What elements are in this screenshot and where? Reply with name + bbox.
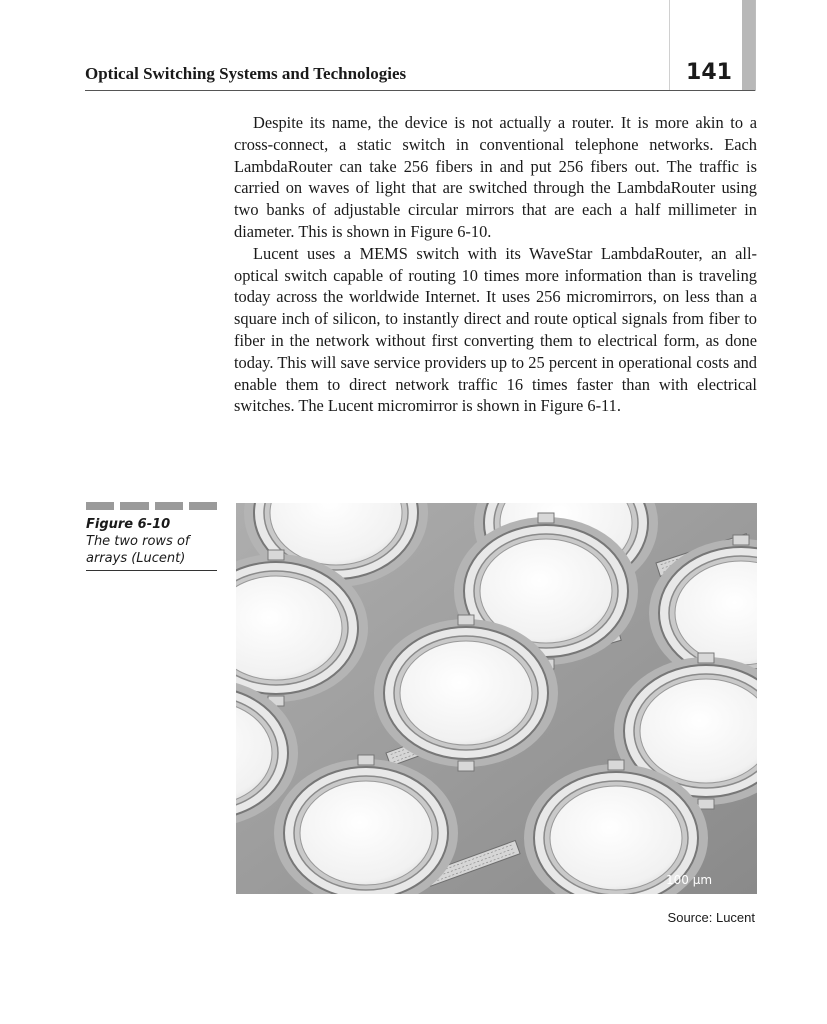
caption-dash-bar	[86, 502, 217, 510]
page-number: 141	[686, 60, 732, 85]
figure-caption	[86, 502, 217, 571]
figure-label: Figure 6-10	[86, 517, 171, 532]
paragraph-1: Despite its name, the device is not actually a router. It is more akin to a cross-connect, a static switch in conventional telephone networks. Each LambdaRouter can take 256 fibers in and put 256 fibers out. The traffic is carried on waves of light that are switched through the LambdaRouter using two banks of adjustable circular mirrors that are each a half millimeter in diameter. This is shown in Figure 6-10.	[234, 113, 757, 241]
tab-edge	[669, 0, 670, 91]
running-head: Optical Switching Systems and Technologies	[85, 64, 407, 83]
body-text	[234, 112, 757, 417]
micromirror-array-image	[236, 503, 757, 894]
source-credit: Source: Lucent	[667, 910, 755, 925]
header-rule	[85, 90, 755, 91]
figure-caption-text: The two rows of arrays (Lucent)	[86, 533, 217, 571]
scale-bar-label: 100 µm	[666, 873, 713, 887]
paragraph-2: Lucent uses a MEMS switch with its WaveStar LambdaRouter, an all-optical switch capable of routing 10 times more information than is traveling today across the worldwide Internet. It uses 256 micromirrors, on less than a square inch of silicon, to instantly direct and route optical signals from fiber to fiber in the network without first converting them to electrical form, as done today. This will save service providers up to 25 percent in operational costs and enable them to direct network traffic 16 times faster than with electrical switches. The Lucent micromirror is shown in Figure 6-11.	[234, 243, 757, 416]
tab-shade	[742, 0, 755, 91]
micromirror-array-photo	[236, 503, 757, 894]
